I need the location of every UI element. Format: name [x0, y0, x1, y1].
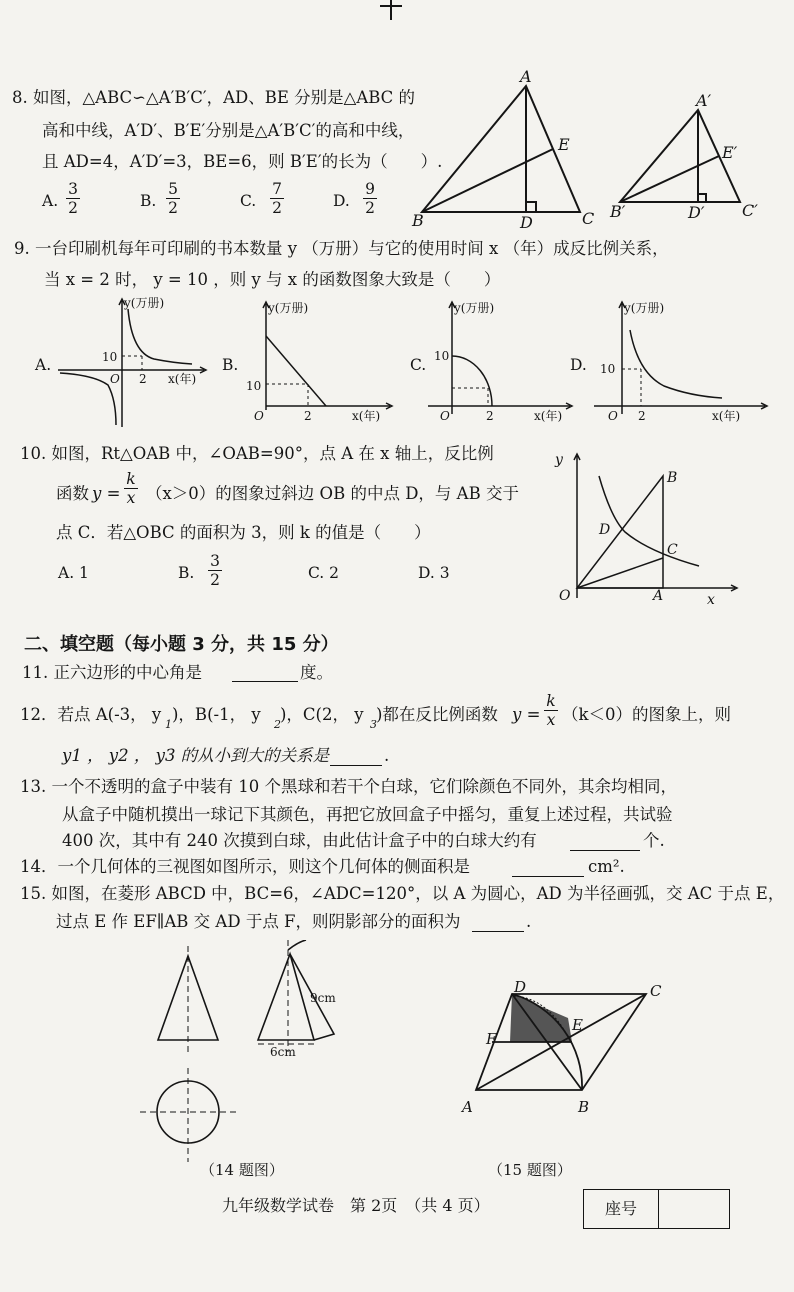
svg-text:10: 10 [434, 349, 450, 363]
q10-line2a: 函数 [56, 484, 89, 503]
q9-graph-b [240, 298, 395, 428]
svg-text:C: C [667, 542, 678, 558]
q10-line1: 10. 如图，Rt△OAB 中，∠OAB=90°，点 A 在 x 轴上，反比例 [20, 444, 494, 463]
q8-label-e: E [558, 135, 570, 154]
q9-line2: 当 x = 2 时， y = 10 ，则 y 与 x 的函数图象大致是（ ） [44, 270, 501, 289]
top-binding-mark [376, 0, 406, 22]
svg-text:6cm: 6cm [270, 1045, 296, 1059]
svg-text:O: O [440, 409, 450, 423]
svg-text:y(万册): y(万册) [124, 296, 165, 310]
q8-line2: 高和中线，A′D′、B′E′分别是△A′B′C′的高和中线， [42, 121, 415, 140]
q9-option-c[interactable]: C. [410, 356, 427, 374]
svg-text:9cm: 9cm [310, 991, 336, 1005]
q9-graph-a [54, 295, 214, 435]
q15-answer-blank[interactable] [472, 930, 524, 932]
svg-text:x(年): x(年) [168, 372, 197, 386]
q15-caption: （15 题图） [488, 1161, 572, 1179]
svg-text:x(年): x(年) [534, 409, 563, 423]
svg-text:10: 10 [246, 379, 262, 393]
q13-answer-blank[interactable] [570, 849, 640, 851]
svg-text:B: B [667, 470, 678, 486]
svg-text:O: O [254, 409, 264, 423]
svg-text:E: E [572, 1016, 583, 1034]
q8-label-a-prime: A′ [696, 91, 712, 110]
q9-option-d[interactable]: D. [570, 356, 587, 374]
q9-graph-d [590, 298, 780, 428]
q9-option-a[interactable]: A. [35, 356, 52, 374]
q14-caption: （14 题图） [200, 1161, 284, 1179]
svg-text:2: 2 [486, 409, 494, 423]
svg-text:y(万册): y(万册) [624, 301, 665, 315]
q8-label-e-prime: E′ [722, 143, 738, 162]
q8-line3: 且 AD=4，A′D′=3，BE=6，则 B′E′的长为（ ）. [42, 152, 443, 171]
q10-line2b: （x＞0）的图象过斜边 OB 的中点 D，与 AB 交于 [146, 484, 519, 503]
svg-text:x(年): x(年) [352, 409, 381, 423]
q10-option-d[interactable]: D. 3 [418, 564, 450, 582]
q14-answer-blank[interactable] [512, 875, 584, 877]
svg-text:x: x [707, 592, 715, 608]
svg-text:O: O [110, 372, 120, 386]
svg-text:C: C [650, 982, 662, 1000]
q10-option-a[interactable]: A. 1 [58, 564, 89, 582]
q8-label-b: B [412, 211, 424, 230]
svg-text:O: O [608, 409, 618, 423]
q8-label-d: D [520, 213, 533, 230]
q9-option-b[interactable]: B. [222, 356, 239, 374]
svg-text:y(万册): y(万册) [268, 301, 309, 315]
svg-text:10: 10 [600, 362, 616, 376]
q14-three-view-figure [140, 940, 360, 1165]
svg-text:O: O [559, 588, 571, 604]
svg-text:x(年): x(年) [712, 409, 741, 423]
q15-rhombus-figure [458, 978, 698, 1128]
seat-number-box[interactable] [583, 1189, 730, 1229]
q8-label-b-prime: B′ [610, 202, 626, 221]
svg-text:2: 2 [638, 409, 646, 423]
q10-line3: 点 C．若△OBC 的面积为 3，则 k 的值是（ ） [56, 523, 431, 542]
svg-text:B: B [578, 1098, 590, 1116]
svg-text:10: 10 [102, 350, 118, 364]
q10-figure [545, 448, 745, 608]
q8-line1: 8. 如图，△ABC∽△A′B′C′，AD、BE 分别是△ABC 的 [12, 88, 416, 107]
svg-text:2: 2 [304, 409, 312, 423]
q8-label-c: C [582, 209, 595, 228]
svg-text:F: F [486, 1030, 497, 1048]
svg-text:D: D [514, 978, 527, 996]
footer-title: 九年级数学试卷 第 2页 （共 4 页） [222, 1196, 490, 1215]
q8-label-c-prime: C′ [742, 201, 758, 220]
q11-answer-blank[interactable] [232, 680, 298, 682]
svg-text:A: A [653, 588, 664, 604]
svg-text:A: A [462, 1098, 473, 1116]
svg-text:2: 2 [139, 372, 147, 386]
q12-answer-blank[interactable] [330, 764, 382, 766]
svg-text:y(万册): y(万册) [454, 301, 495, 315]
svg-text:y: y [555, 452, 563, 468]
q8-label-a: A [520, 67, 532, 86]
q10-func-fraction: $\frac{k}{x}$ [124, 470, 138, 507]
q9-graph-c [428, 298, 578, 428]
q10-option-c[interactable]: C. 2 [308, 564, 340, 582]
q8-label-d-prime: D′ [688, 203, 705, 222]
q9-line1: 9. 一台印刷机每年可印刷的书本数量 y （万册）与它的使用时间 x （年）成反比例关系， [14, 239, 669, 258]
q10-func-lhs: y = [92, 484, 121, 503]
seat-number-label: 座号 [584, 1190, 659, 1228]
svg-text:D: D [599, 522, 611, 538]
q8-similar-triangles-figure [410, 60, 780, 230]
section2-heading: 二、填空题（每小题 3 分，共 15 分） [24, 634, 339, 655]
